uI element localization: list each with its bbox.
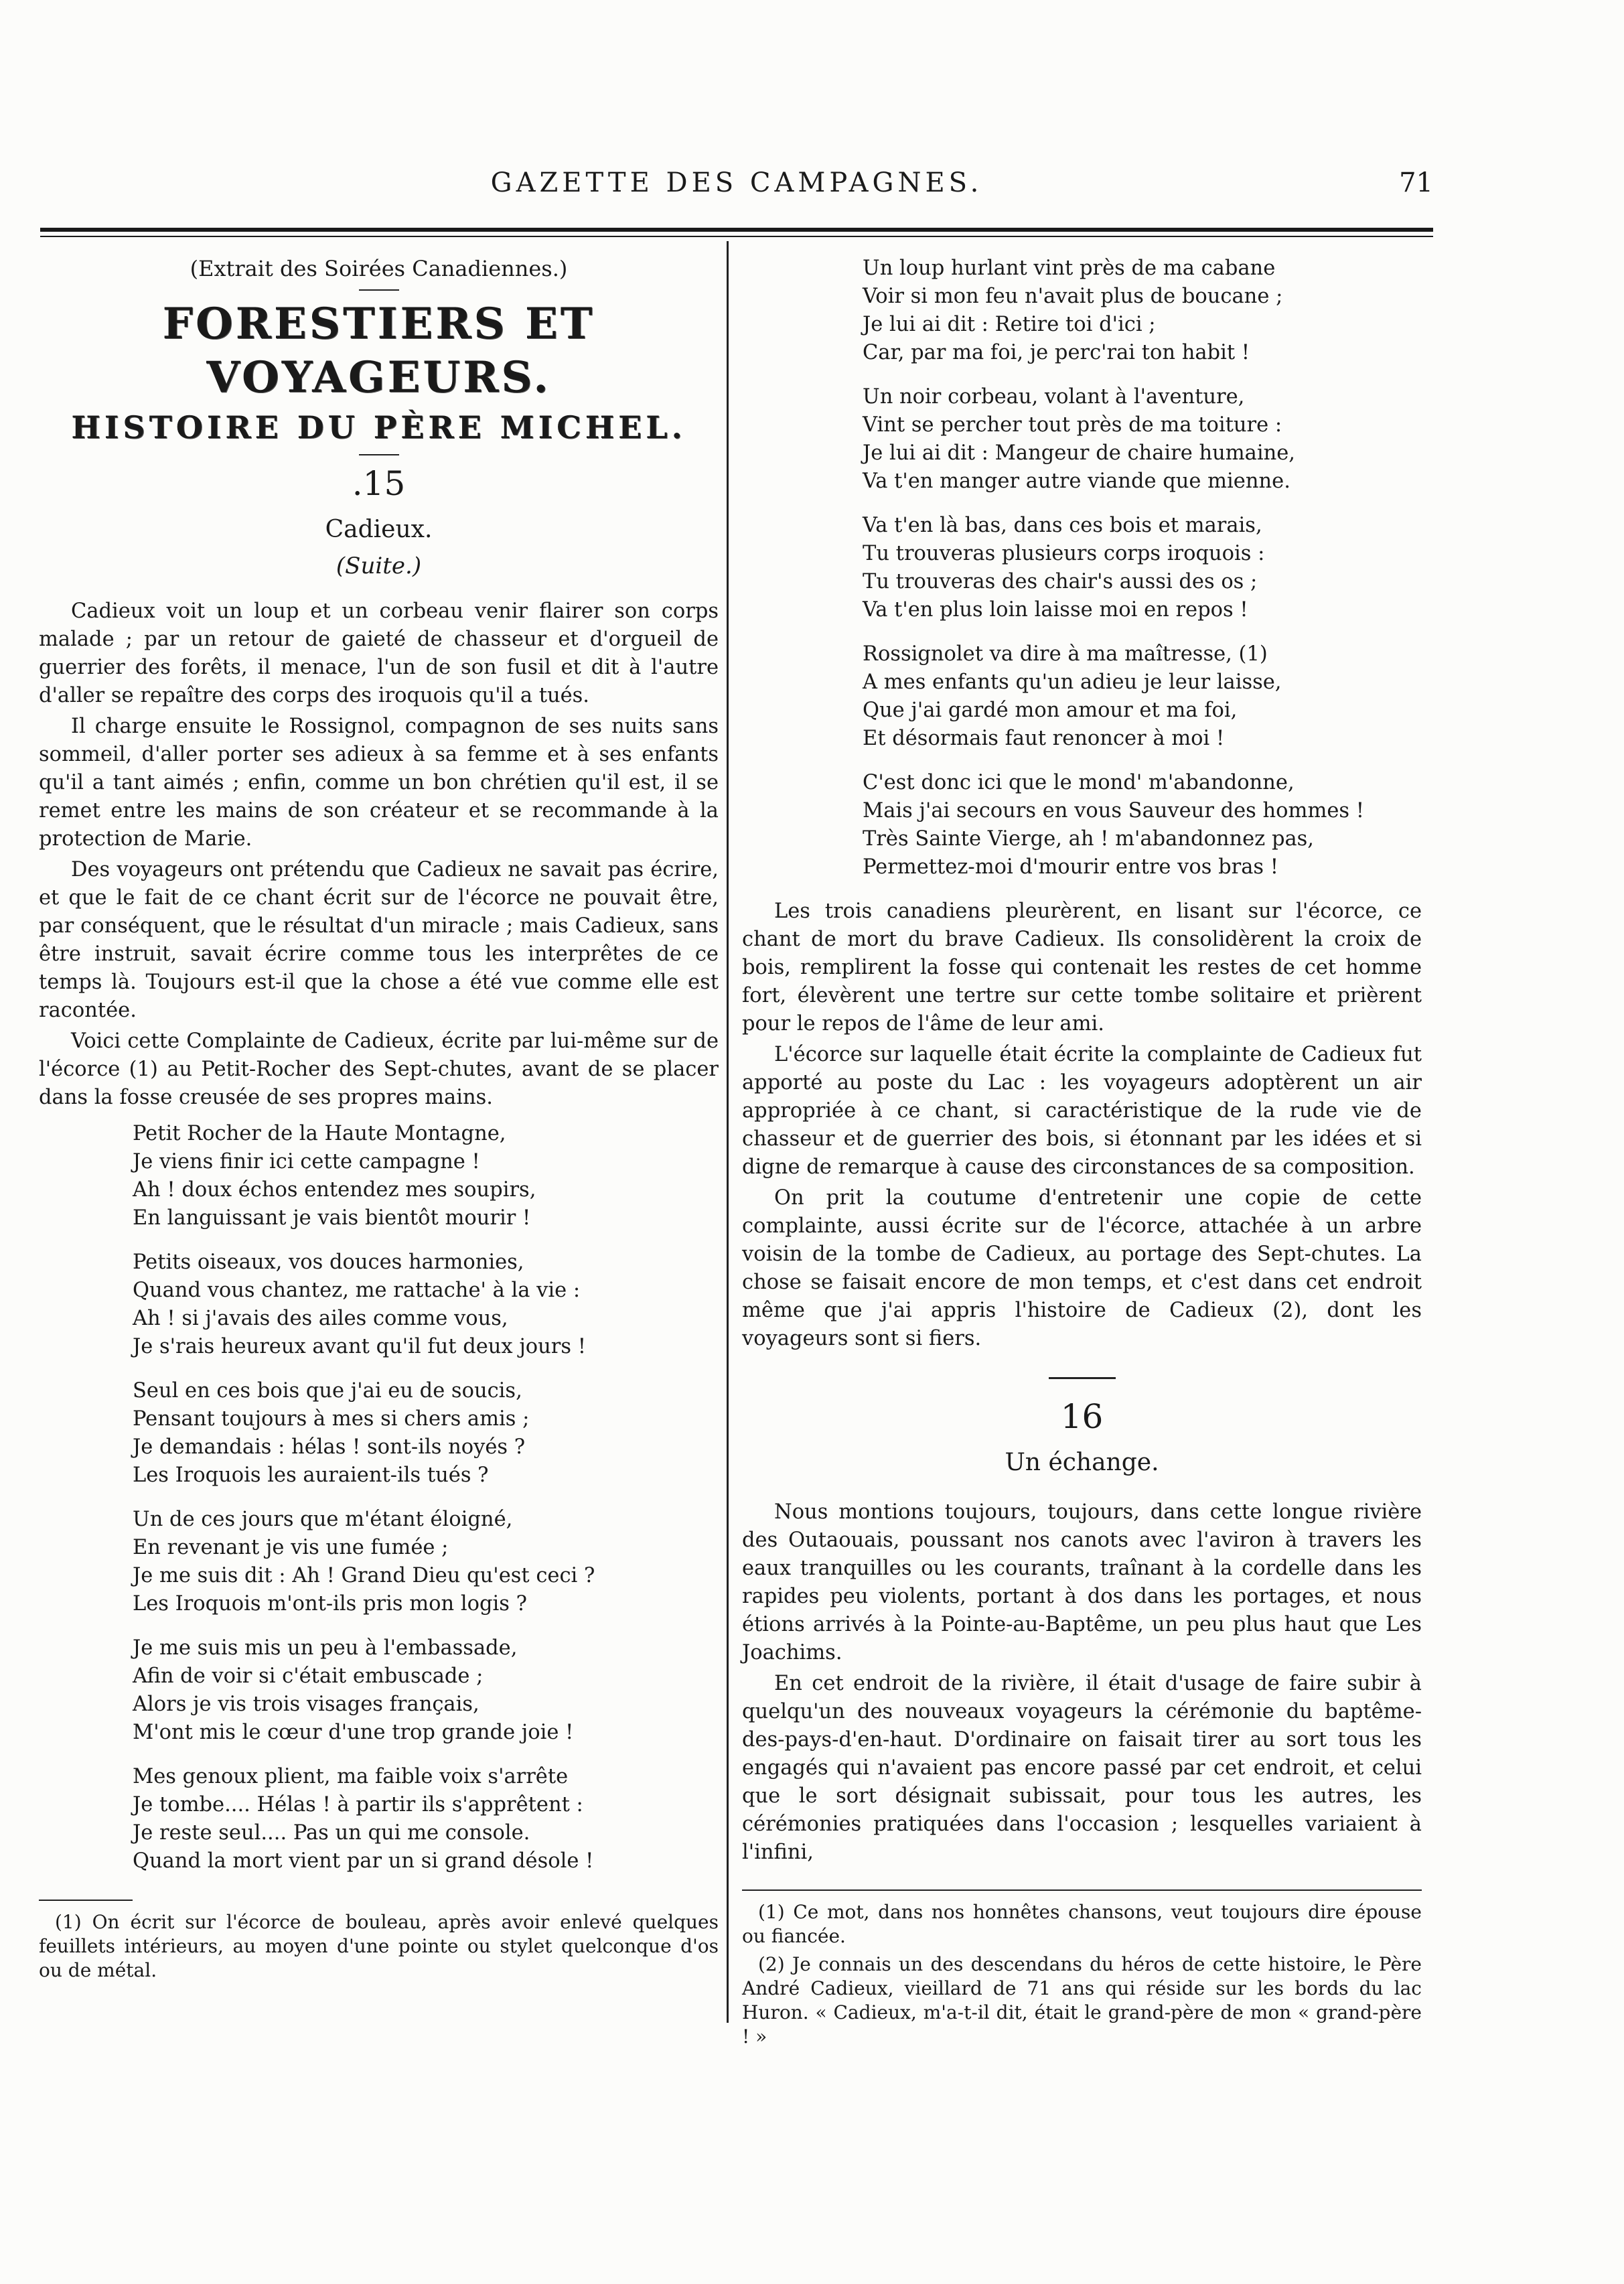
verse-line: Afin de voir si c'était embuscade ; bbox=[133, 1664, 484, 1688]
verse-line: Les Iroquois m'ont-ils pris mon logis ? bbox=[133, 1592, 527, 1616]
verse-line: Tu trouveras des chair's aussi des os ; bbox=[863, 570, 1258, 593]
footnote-rule bbox=[39, 1900, 133, 1901]
verse-line: Très Sainte Vierge, ah ! m'abandonnez pas, bbox=[863, 827, 1314, 851]
stanza bbox=[133, 1120, 719, 1232]
verse-line: Les Iroquois les auraient-ils tués ? bbox=[133, 1464, 489, 1487]
verse-line: Je tombe.... Hélas ! à partir ils s'apprêtent : bbox=[133, 1793, 583, 1816]
verse-line: Ah ! doux échos entendez mes soupirs, bbox=[133, 1178, 536, 1202]
paragraph: L'écorce sur laquelle était écrite la complainte de Cadieux fut apporté au poste du Lac : les voyageurs adoptèrent un air appropriée à ce chant, si caractéristique de la rude vie de chasseur et de guerrier des bois, si étonnant par les idées et si digne de remarque à cause des circonstances de sa composition. bbox=[742, 1043, 1422, 1179]
right-column bbox=[742, 255, 1422, 2053]
stanza bbox=[863, 255, 1422, 367]
article-title: FORESTIERS ET VOYAGEURS. bbox=[162, 299, 595, 403]
verse-line: Alors je vis trois visages français, bbox=[133, 1693, 479, 1716]
verse-line: Je s'rais heureux avant qu'il fut deux jours ! bbox=[133, 1335, 586, 1358]
verse-line: Je lui ai dit : Mangeur de chaire humaine, bbox=[863, 441, 1295, 465]
verse-line: En revenant je vis une fumée ; bbox=[133, 1536, 449, 1559]
footnotes bbox=[742, 1889, 1422, 2049]
footnote: (2) Je connais un des descendans du héros de cette histoire, le Père André Cadieux, vieillard de 71 ans qui réside sur les bords du lac Huron. « Cadieux, m'a-t-il dit, était le grand-père de mon « grand-père ! » bbox=[742, 1953, 1422, 2048]
verse-line: Pensant toujours à mes si chers amis ; bbox=[133, 1407, 530, 1431]
verse-line: Je lui ai dit : Retire toi d'ici ; bbox=[863, 313, 1156, 336]
header-rule-thick bbox=[40, 228, 1433, 232]
title-dash bbox=[359, 289, 399, 291]
stanza bbox=[863, 640, 1422, 753]
paragraph: En cet endroit de la rivière, il était d'usage de faire subir à quelqu'un des nouveaux voyageurs la cérémonie du baptême-des-pays-d'en-haut. D'ordinaire on faisait tirer au sort tous les engagés qui n'avaient pas encore passé par cet endroit, et celui que le sort désignait subissait, pour tous les autres, les cérémonies pratiquées dans l'occasion ; lesquelles variaient à l'infini, bbox=[742, 1672, 1422, 1864]
verse-line: C'est donc ici que le mond' m'abandonne, bbox=[863, 771, 1295, 794]
footnote: (1) On écrit sur l'écorce de bouleau, après avoir enlevé quelques feuillets intérieurs, au moyen d'une pointe ou stylet quelconque d'os ou de métal. bbox=[39, 1911, 719, 1981]
title-dash-2 bbox=[359, 454, 399, 455]
paragraph: Cadieux voit un loup et un corbeau venir flairer son corps malade ; par un retour de gaieté de chasseur et d'orgueil de guerrier des forêts, il menace, l'un de son fusil et dit à l'autre d'aller se repaître des corps des iroquois qu'il a tués. bbox=[39, 599, 719, 707]
footnote: (1) Ce mot, dans nos honnêtes chansons, veut toujours dire épouse ou fiancée. bbox=[742, 1901, 1422, 1947]
stanza bbox=[133, 1763, 719, 1875]
column-divider bbox=[727, 241, 729, 2023]
stanza bbox=[133, 1248, 719, 1361]
verse-line: En languissant je vais bientôt mourir ! bbox=[133, 1206, 531, 1230]
verse-line: Va t'en manger autre viande que mienne. bbox=[863, 470, 1290, 493]
section-rule bbox=[1049, 1377, 1116, 1379]
verse-line: Va t'en là bas, dans ces bois et marais, bbox=[863, 514, 1262, 537]
paragraph: Nous montions toujours, toujours, dans cette longue rivière des Outaouais, poussant nos canots avec l'aviron à travers les eaux tranquilles ou les courants, traînant à la cordelle dans les rapides peu violents, portant à dos dans les portages, et nous étions arrivés à la Pointe-au-Baptême, un peu plus haut que Les Joachims. bbox=[742, 1500, 1422, 1664]
verse-line: Voir si mon feu n'avait plus de boucane ; bbox=[863, 285, 1283, 308]
paragraph: On prit la coutume d'entretenir une copie de cette complainte, aussi écrite sur de l'écorce, attachée à un arbre voisin de la tombe de Cadieux, au portage des Sept-chutes. La chose se faisait encore de mon temps, et c'est dans cet endroit même que j'ai appris l'histoire de Cadieux (2), dont les voyageurs sont si fiers. bbox=[742, 1186, 1422, 1350]
extract-note: (Extrait des Soirées Canadiennes.) bbox=[190, 256, 568, 281]
verse-line: Va t'en plus loin laisse moi en repos ! bbox=[863, 598, 1248, 622]
verse-line: Seul en ces bois que j'ai eu de soucis, bbox=[133, 1379, 522, 1403]
stanza bbox=[133, 1506, 719, 1618]
article-subtitle: HISTOIRE DU PÈRE MICHEL. bbox=[71, 409, 686, 445]
paragraph: Il charge ensuite le Rossignol, compagnon de ses nuits sans sommeil, d'aller porter ses adieux à sa femme et à ses enfants qu'il a tant aimés ; enfin, comme un bon chrétien qu'il est, il se remet entre les mains de son créateur et se recommande à la protection de Marie. bbox=[39, 715, 719, 851]
verse-line: Ah ! si j'avais des ailes comme vous, bbox=[133, 1307, 508, 1330]
stanza bbox=[133, 1377, 719, 1490]
verse-line: M'ont mis le cœur d'une trop grande joie ! bbox=[133, 1721, 574, 1744]
complainte-verse bbox=[39, 1120, 719, 1875]
paragraph: Voici cette Complainte de Cadieux, écrite par lui-même sur de l'écorce (1) au Petit-Rocher des Sept-chutes, avant de se placer dans la fosse creusée de ses propres mains. bbox=[39, 1029, 719, 1109]
chapter-number: 16 bbox=[1060, 1397, 1104, 1436]
complainte-verse-continued bbox=[742, 255, 1422, 881]
verse-line: Quand la mort vient par un si grand désole ! bbox=[133, 1849, 594, 1873]
verse-line: Petits oiseaux, vos douces harmonies, bbox=[133, 1251, 524, 1274]
verse-line: Un de ces jours que m'étant éloigné, bbox=[133, 1508, 513, 1531]
left-column bbox=[39, 255, 719, 1987]
verse-line: Tu trouveras plusieurs corps iroquois : bbox=[863, 542, 1265, 565]
verse-line: A mes enfants qu'un adieu je leur laisse, bbox=[863, 670, 1282, 694]
stanza bbox=[133, 1634, 719, 1747]
chapter-title: Cadieux. bbox=[325, 516, 433, 543]
verse-line: Car, par ma foi, je perc'rai ton habit ! bbox=[863, 341, 1250, 364]
page-header bbox=[40, 167, 1433, 201]
page-number: 71 bbox=[1399, 167, 1433, 198]
verse-line: Vint se percher tout près de ma toiture : bbox=[863, 413, 1282, 437]
stanza bbox=[863, 512, 1422, 624]
stanza bbox=[863, 769, 1422, 881]
publication-title: GAZETTE DES CAMPAGNES. bbox=[490, 167, 983, 198]
paragraph: Les trois canadiens pleurèrent, en lisant sur l'écorce, ce chant de mort du brave Cadieux. Ils consolidèrent la croix de bois, remplirent la fosse qui contenait les restes de cet homme fort, élevèrent une tertre sur cette tombe solitaire et prièrent pour le repos de l'âme de leur ami. bbox=[742, 900, 1422, 1036]
paragraph: Des voyageurs ont prétendu que Cadieux ne savait pas écrire, et que le fait de ce chant écrit sur de l'écorce ne pouvait être, par conséquent, que le résultat d'un miracle ; mais Cadieux, sans être instruit, savait écrire comme tous les interprêtes de ce temps là. Toujours est-il que la chose a été vue comme elle est racontée. bbox=[39, 858, 719, 1022]
chapter-number: .15 bbox=[352, 464, 406, 503]
verse-line: Un noir corbeau, volant à l'aventure, bbox=[863, 385, 1245, 409]
verse-line: Et désormais faut renoncer à moi ! bbox=[863, 727, 1225, 750]
verse-line: Rossignolet va dire à ma maîtresse, (1) bbox=[863, 642, 1268, 666]
stanza bbox=[863, 383, 1422, 496]
verse-line: Je viens finir ici cette campagne ! bbox=[133, 1150, 480, 1173]
verse-line: Petit Rocher de la Haute Montagne, bbox=[133, 1122, 506, 1145]
verse-line: Je me suis mis un peu à l'embassade, bbox=[133, 1636, 518, 1660]
verse-line: Un loup hurlant vint près de ma cabane bbox=[863, 257, 1276, 280]
verse-line: Quand vous chantez, me rattache' à la vie : bbox=[133, 1279, 581, 1302]
header-rule-thin bbox=[40, 236, 1433, 237]
verse-line: Je reste seul.... Pas un qui me console. bbox=[133, 1821, 530, 1845]
verse-line: Que j'ai gardé mon amour et ma foi, bbox=[863, 699, 1238, 722]
verse-line: Mais j'ai secours en vous Sauveur des hommes ! bbox=[863, 799, 1365, 823]
verse-line: Je me suis dit : Ah ! Grand Dieu qu'est ceci ? bbox=[133, 1564, 595, 1587]
chapter-suite: (Suite.) bbox=[336, 553, 422, 579]
verse-line: Mes genoux plient, ma faible voix s'arrête bbox=[133, 1765, 569, 1788]
verse-line: Permettez-moi d'mourir entre vos bras ! bbox=[863, 855, 1278, 879]
verse-line: Je demandais : hélas ! sont-ils noyés ? bbox=[133, 1435, 526, 1459]
chapter-title: Un échange. bbox=[1005, 1449, 1159, 1476]
